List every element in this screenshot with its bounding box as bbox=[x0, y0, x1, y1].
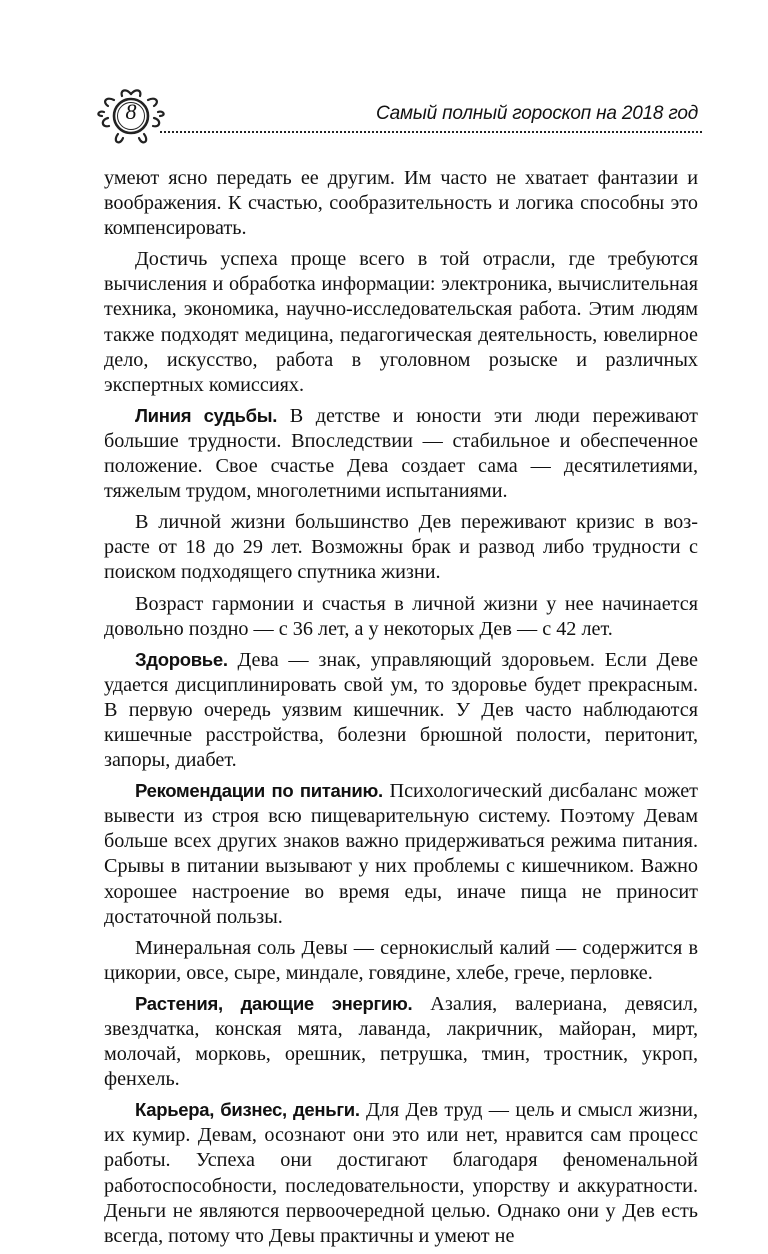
paragraph-lead: Рекомендации по питанию. bbox=[135, 780, 383, 802]
page-header bbox=[96, 86, 702, 146]
running-title: Самый полный гороскоп на 2018 год bbox=[375, 103, 698, 124]
paragraph-lead: Карьера, бизнес, деньги. bbox=[135, 1099, 360, 1121]
paragraph-text: В детстве и юности эти люди переживают большие трудности. Впоследствии — стабильное и обеспеченное положение. Свое счастье Дева создает сама — десятилетиями, тяжелым трудом, многолетними испытаниями. bbox=[104, 404, 698, 503]
paragraph-text: Минеральная соль Девы — сернокислый калий — содержится в цикории, овсе, сыре, миндале, говядине, хлебе, грече, перловке. bbox=[104, 936, 698, 984]
paragraph bbox=[104, 991, 698, 1092]
paragraph-text: Дева — знак, управляющий здоровьем. Если Деве удается дисциплинировать свой ум, то здоровье будет прекрасным. В первую очередь уязвим кишечник. У Дев часто наблюдаются кишечные расстройства, болезни брюшной полости, перитонит, запоры, диабет. bbox=[104, 648, 698, 772]
paragraph-lead: Линия судьбы. bbox=[135, 404, 278, 426]
paragraph-lead: Здоровье. bbox=[135, 648, 228, 670]
paragraph-text: умеют ясно передать ее другим. Им часто не хватает фантазии и воображения. К счастью, сообразительность и логика способны это компенсировать. bbox=[104, 167, 698, 240]
paragraph bbox=[104, 246, 698, 398]
paragraph-text: Возраст гармонии и счастья в личной жизни у нее начинается довольно поздно — с 36 лет, а у некоторых Дев — с 42 лет. bbox=[104, 592, 698, 640]
page-number: 8 bbox=[125, 99, 137, 124]
paragraph-text: В личной жизни большинство Дев переживают кризис в возрасте от 18 до 29 лет. Возможны брак и развод либо трудности с поиском подходящего спутника жизни. bbox=[104, 511, 698, 584]
body-text bbox=[104, 165, 698, 1254]
paragraph bbox=[104, 1097, 698, 1249]
paragraph bbox=[104, 165, 698, 241]
paragraph-lead: Растения, дающие энергию. bbox=[135, 992, 413, 1014]
paragraph-text: Достичь успеха проще всего в той отрасли, где требуются вычисления и обработка информации: электроника, вычислительная техника, экономика, научно-исследовательская работа. Этим людям также подходят медицина, педагогическая деятельность, ювелирное дело, искусство, работа в уголовном розыске и различных экспертных комиссиях. bbox=[104, 248, 698, 396]
paragraph-text: Психологический дисбаланс может вывести из строя всю пищеварительную систему. Поэтому Девам больше всех других знаков важно придерживаться режима питания. Срывы в питании вызывают у них проблемы с кишечником. Важно хорошее настроение во время еды, иначе пища не приносит достаточной пользы. bbox=[104, 780, 698, 928]
paragraph-text: Для Дев труд — цель и смысл жизни, их кумир. Девам, осознают они это или нет, нравится сам процесс работы. Успеха они достигают благодаря феноменальной работоспособности, последовательности, упорству и аккуратности. Деньги не являются первоочередной целью. Однако они у Дев есть всегда, потому что Девы практичны и умеют не bbox=[104, 1099, 698, 1247]
paragraph bbox=[104, 403, 698, 504]
paragraph bbox=[104, 647, 698, 773]
header-divider bbox=[160, 131, 702, 133]
paragraph bbox=[104, 778, 698, 930]
paragraph bbox=[104, 591, 698, 642]
paragraph bbox=[104, 509, 698, 585]
paragraph bbox=[104, 935, 698, 986]
paragraph-text: Азалия, валериана, девясил, звездчатка, конская мята, лаванда, лакричник, майоран, мирт, молочай, морковь, орешник, петрушка, тмин, тростник, укроп, фенхель. bbox=[104, 992, 698, 1091]
